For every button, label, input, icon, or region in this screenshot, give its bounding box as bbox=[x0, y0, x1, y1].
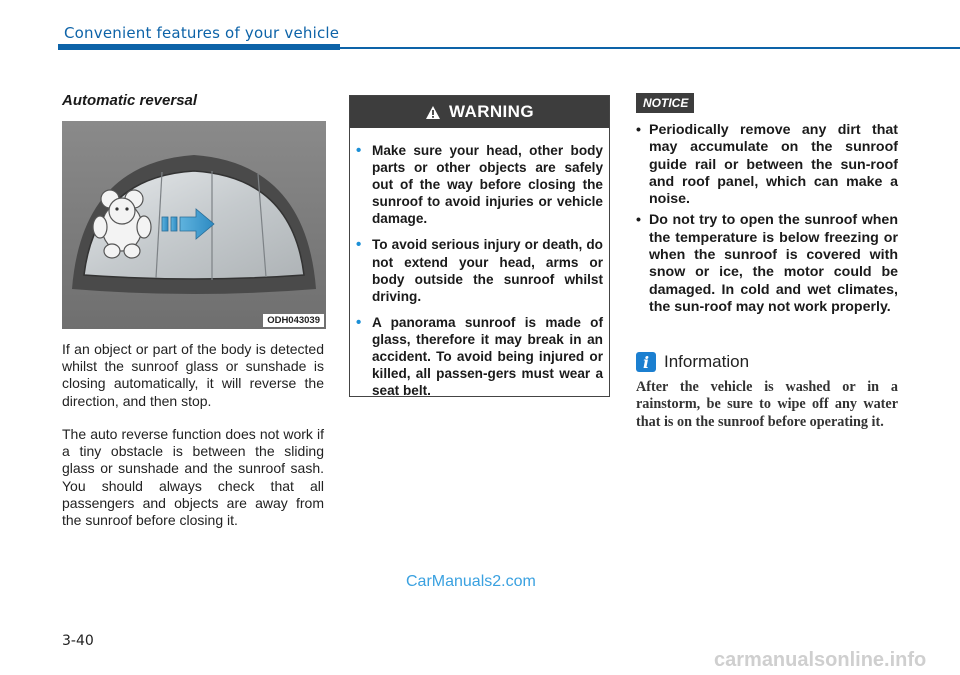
warning-list bbox=[350, 128, 609, 399]
watermark-bottom: carmanualsonline.info bbox=[714, 649, 927, 671]
warning-box bbox=[349, 95, 610, 397]
information-header bbox=[636, 352, 749, 372]
notice-item: • Do not try to open the sunroof when the temperature is below freezing or when the sunroof is covered with snow or ice, the motor could be damaged. In cold and wet climates, the sun-roof may not work properly. bbox=[636, 212, 898, 315]
watermark-site[interactable]: CarManuals2.com bbox=[406, 573, 536, 590]
bullet-icon: • bbox=[356, 142, 362, 159]
notice-item: • Periodically remove any dirt that may accumulate on the sunroof guide rail or between the sun-roof and roof panel, which can make a noise. bbox=[636, 122, 898, 208]
page-number: 3-40 bbox=[62, 633, 94, 649]
warning-triangle-icon bbox=[425, 105, 441, 120]
bullet-icon: • bbox=[356, 313, 362, 331]
bullet-icon: • bbox=[356, 236, 362, 254]
notice-list bbox=[636, 122, 898, 320]
paragraph-2: The auto reverse function does not work if a tiny obstacle is between the sliding glass or sunshade and the sunroof sash. You should always check that all passengers and objects are away from the sunroof before closing it. bbox=[62, 426, 324, 529]
header-section-title: Convenient features of your vehicle bbox=[64, 24, 340, 42]
paragraph-1: If an object or part of the body is detected whilst the sunroof glass or sunshade is closing automatically, it will reverse the direction, and then stop. bbox=[62, 341, 324, 409]
bullet-icon: • bbox=[636, 212, 641, 229]
warning-item: • To avoid serious injury or death, do not extend your head, arms or body outside the sunroof whilst driving. bbox=[356, 236, 603, 304]
warning-item: • Make sure your head, other body parts or other objects are safely out of the way before closing the sunroof to avoid injuries or vehicle damage. bbox=[356, 142, 603, 227]
bullet-icon: • bbox=[636, 122, 641, 138]
header-bar-thick bbox=[58, 44, 340, 50]
notice-badge: NOTICE bbox=[636, 93, 694, 113]
warning-header bbox=[350, 96, 609, 128]
warning-item: • A panorama sunroof is made of glass, therefore it may break in an accident. To avoid being injured or killed, all passen-gers must wear a seat belt. bbox=[356, 313, 603, 399]
information-text: After the vehicle is washed or in a rainstorm, be sure to wipe off any water that is on the sunroof before operating it. bbox=[636, 379, 898, 430]
figure-code: ODH043039 bbox=[263, 314, 324, 327]
information-icon: i bbox=[636, 352, 656, 372]
warning-label: WARNING bbox=[449, 102, 534, 121]
section-title: Automatic reversal bbox=[62, 92, 198, 109]
sunroof-illustration bbox=[62, 121, 326, 329]
information-title: Information bbox=[664, 352, 750, 371]
header-bar-thin bbox=[340, 47, 960, 49]
